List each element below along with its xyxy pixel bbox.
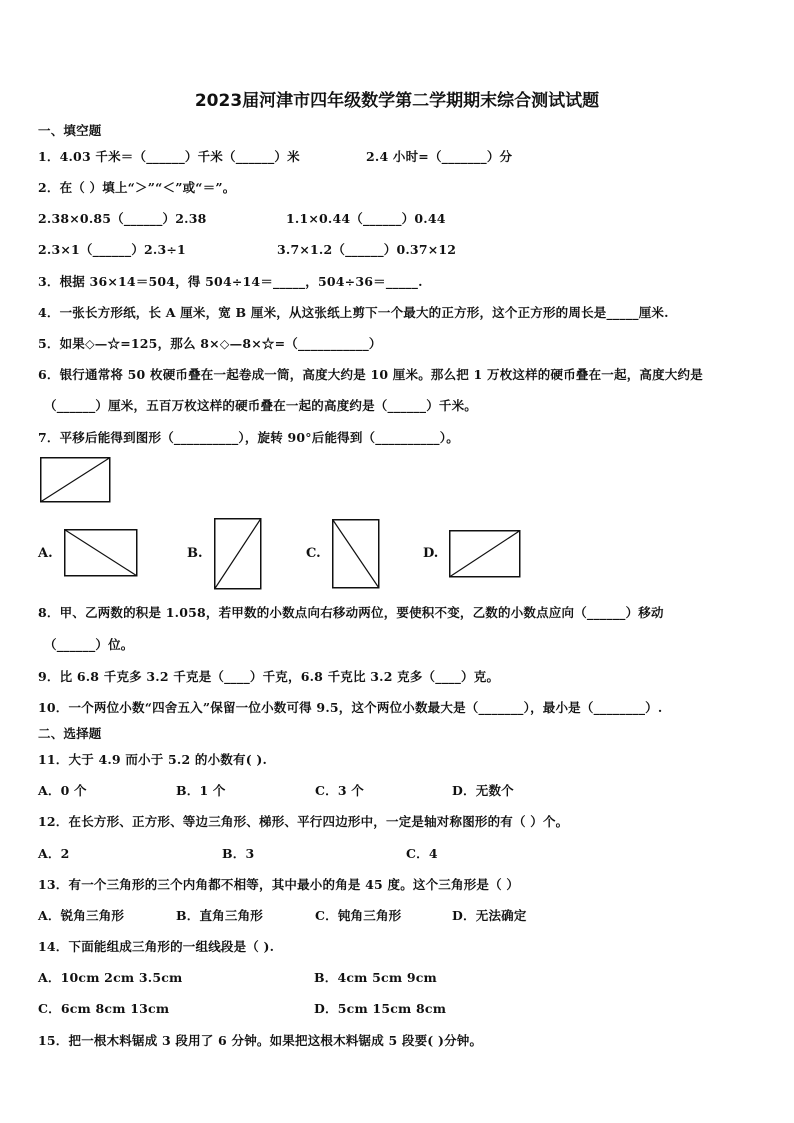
question-6-line2: （______）厘米，五百万枚这样的硬币叠在一起的高度约是（______）千米。 <box>44 398 478 413</box>
question-1-part-a: 1．4.03 千米＝（______）千米（______）米 <box>38 149 300 164</box>
question-2: 2．在（ ）填上“＞”“＜”或“＝”。 <box>38 180 236 195</box>
question-11-option-a: A．0 个 <box>38 783 87 798</box>
question-11: 11．大于 4.9 而小于 5.2 的小数有( ). <box>38 752 268 767</box>
question-13-option-a: A．锐角三角形 <box>38 908 125 923</box>
question-7-option-a-figure <box>64 529 138 577</box>
question-4: 4．一张长方形纸，长 A 厘米，宽 B 厘米，从这张纸上剪下一个最大的正方形，这个正方形的周长是_____厘米. <box>38 305 669 320</box>
question-7-option-c-figure <box>332 519 380 589</box>
question-2-row1-b: 1.1×0.44（______）0.44 <box>286 211 446 226</box>
question-8-line2: （______）位。 <box>44 637 134 652</box>
question-13-option-c: C．钝角三角形 <box>315 908 402 923</box>
question-2-row2-b: 3.7×1.2（______）0.37×12 <box>277 242 457 257</box>
question-14-option-a: A．10cm 2cm 3.5cm <box>38 970 183 985</box>
question-7-original-figure <box>40 457 112 503</box>
question-7-option-c-label: C. <box>306 546 321 561</box>
question-14: 14．下面能组成三角形的一组线段是（ ). <box>38 939 275 954</box>
question-12: 12．在长方形、正方形、等边三角形、梯形、平行四边形中，一定是轴对称图形的有（ ）个。 <box>38 814 569 829</box>
question-11-option-c: C．3 个 <box>315 783 364 798</box>
question-2-row1-a: 2.38×0.85（______）2.38 <box>38 211 207 226</box>
question-13-option-b: B．直角三角形 <box>176 908 263 923</box>
question-9: 9．比 6.8 千克多 3.2 千克是（____）千克，6.8 千克比 3.2 克多（____）克。 <box>38 669 500 684</box>
question-12-option-b: B．3 <box>222 846 255 861</box>
question-15: 15．把一根木料锯成 3 段用了 6 分钟。如果把这根木料锯成 5 段要( )分钟。 <box>38 1033 483 1048</box>
question-12-option-c: C．4 <box>406 846 438 861</box>
question-10: 10．一个两位小数“四舍五入”保留一位小数可得 9.5，这个两位小数最大是（_______），最小是（________）. <box>38 700 663 715</box>
question-7-option-b-label: B. <box>187 546 203 561</box>
question-2-row2-a: 2.3×1（______）2.3÷1 <box>38 242 186 257</box>
question-6-line1: 6．银行通常将 50 枚硬币叠在一起卷成一筒，高度大约是 10 厘米。那么把 1 万枚这样的硬币叠在一起，高度大约是 <box>38 367 703 382</box>
question-11-option-b: B．1 个 <box>176 783 226 798</box>
question-12-option-a: A．2 <box>38 846 70 861</box>
question-14-option-b: B．4cm 5cm 9cm <box>314 970 437 985</box>
question-8-line1: 8．甲、乙两数的积是 1.058，若甲数的小数点向右移动两位，要使积不变，乙数的小数点应向（______）移动 <box>38 605 664 620</box>
question-13: 13．有一个三角形的三个内角都不相等，其中最小的角是 45 度。这个三角形是（ ） <box>38 877 520 892</box>
question-7-option-b-figure <box>214 518 262 590</box>
question-7-option-a-label: A. <box>38 546 53 561</box>
question-3: 3．根据 36×14＝504，得 504÷14＝_____，504÷36＝_____. <box>38 274 423 289</box>
question-7-option-d-figure <box>449 530 521 578</box>
question-5: 5．如果◇—☆=125，那么 8×◇—8×☆=（___________） <box>38 336 382 351</box>
question-14-option-c: C．6cm 8cm 13cm <box>38 1001 170 1016</box>
question-14-option-d: D．5cm 15cm 8cm <box>314 1001 447 1016</box>
section-multiple-choice: 二、选择题 <box>38 726 102 741</box>
section-fill-in: 一、填空题 <box>38 123 102 138</box>
question-7: 7．平移后能得到图形（__________），旋转 90°后能得到（__________）。 <box>38 430 459 445</box>
page-title: 2023届河津市四年级数学第二学期期末综合测试试题 <box>194 91 600 111</box>
question-1-part-b: 2.4 小时=（_______）分 <box>366 149 513 164</box>
question-13-option-d: D．无法确定 <box>452 908 527 923</box>
question-11-option-d: D．无数个 <box>452 783 514 798</box>
question-7-option-d-label: D. <box>423 546 439 561</box>
